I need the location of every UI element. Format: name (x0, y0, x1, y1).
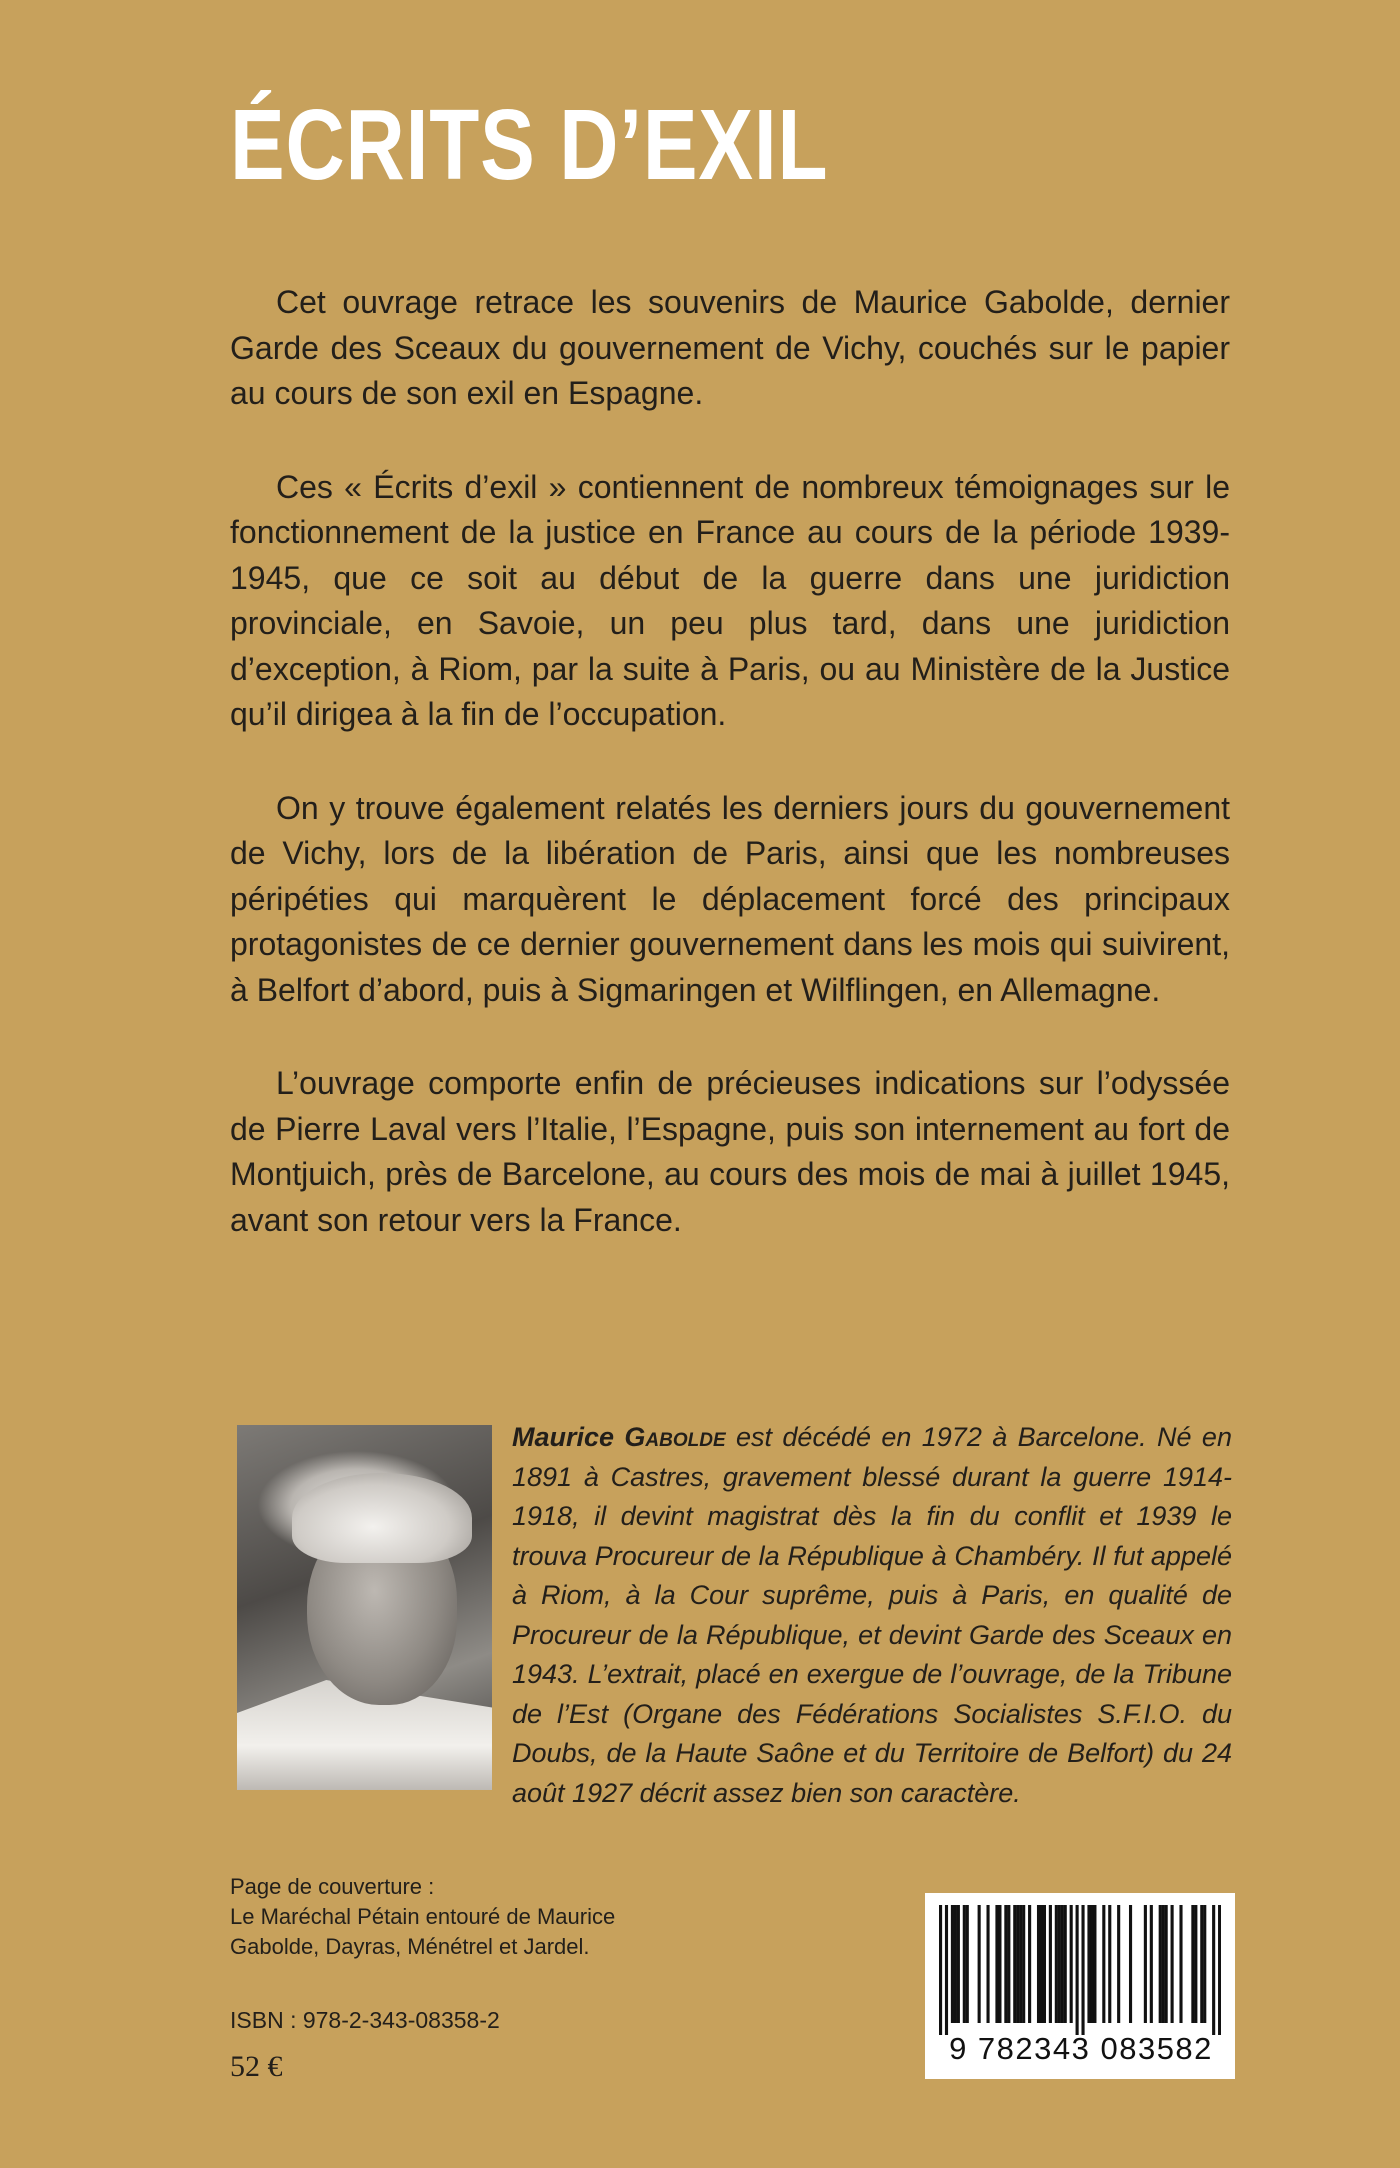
barcode-bar (1058, 1905, 1061, 2023)
barcode-bar (1093, 1905, 1096, 2023)
barcode-bar (1043, 1905, 1046, 2023)
back-cover-summary (230, 280, 1230, 1291)
barcode-bar (963, 1905, 966, 2023)
barcode-bar (1218, 1905, 1221, 2035)
author-bio (512, 1418, 1232, 1813)
author-first-name: Maurice (512, 1422, 615, 1452)
cover-caption (230, 1872, 615, 1962)
author-photo (237, 1425, 492, 1790)
cover-caption-line: Page de couverture : (230, 1874, 435, 1899)
barcode-bar (1040, 1905, 1043, 2023)
summary-paragraph: L’ouvrage comporte enfin de précieuses indications sur l’odyssée de Pierre Laval vers l’Italie, l’Espagne, puis son internement au fort de Montjuich, près de Barcelone, au cours des mois de mai à juillet 1945, avant son retour vers la France. (230, 1065, 1230, 1238)
barcode-bar (1028, 1905, 1031, 2023)
barcode-bar (1004, 1905, 1007, 2023)
barcode-bar (1016, 1905, 1019, 2023)
barcode (925, 1893, 1235, 2079)
barcode-bar (957, 1905, 960, 2023)
cover-caption-line: Gabolde, Dayras, Ménétrel et Jardel. (230, 1934, 590, 1959)
barcode-bars (939, 1905, 1221, 2035)
isbn: ISBN : 978-2-343-08358-2 (230, 2007, 500, 2033)
barcode-bar (1049, 1905, 1052, 2023)
barcode-bar (1013, 1905, 1016, 2023)
barcode-bar (1037, 1905, 1040, 2023)
barcode-bar (1144, 1905, 1147, 2023)
barcode-bar (1212, 1905, 1215, 2035)
barcode-bar (1165, 1905, 1168, 2023)
barcode-bar (1102, 1905, 1105, 2023)
barcode-bar (986, 1905, 989, 2023)
barcode-bar (1159, 1905, 1162, 2023)
summary-paragraph: Cet ouvrage retrace les souvenirs de Maurice Gabolde, dernier Garde des Sceaux du gouvernement de Vichy, couchés sur le papier au cours de son exil en Espagne. (230, 284, 1230, 411)
summary-paragraph: Ces « Écrits d’exil » contiennent de nombreux témoignages sur le fonctionnement de la justice en France au cours de la période 1939-1945, que ce soit au début de la guerre dans une juridiction provinciale, en Savoie, un peu plus tard, dans une juridiction d’exception, à Riom, par la suite à Paris, ou au Ministère de la Justice qu’il dirigea à la fin de l’occupation. (230, 468, 1230, 732)
barcode-bar (1090, 1905, 1093, 2023)
barcode-bar (1070, 1905, 1073, 2023)
book-title: ÉCRITS D’EXIL (230, 89, 829, 201)
barcode-bar (978, 1905, 981, 2023)
barcode-bar (939, 1905, 942, 2035)
barcode-number: 9 782343 083582 (949, 2031, 1213, 2066)
barcode-bar (951, 1905, 954, 2023)
barcode-bar (1019, 1905, 1022, 2023)
barcode-bar (1150, 1905, 1153, 2023)
barcode-bar (1108, 1905, 1111, 2023)
author-bio-text: est décédé en 1972 à Barcelone. Né en 1891 à Castres, gravement blessé durant la guerre 1914-1918, il devint magistrat dès la fin du conflit et 1939 le trouva Procureur de la République à Chambéry. Il fut appelé à Riom, à la Cour suprême, puis à Paris, en qualité de Procureur de la République, et devint Garde des Sceaux en 1943. L’extrait, placé en exergue de l’ouvrage, de la Tribune de l’Est (Organe des Fédérations Socialistes S.F.I.O. du Doubs, de la Haute Saône et du Territoire de Belfort) du 24 août 1927 décrit assez bien son caractère. (512, 1422, 1232, 1808)
barcode-bar (1129, 1905, 1132, 2023)
summary-paragraph: On y trouve également relatés les derniers jours du gouvernement de Vichy, lors de la libération de Paris, ainsi que les nombreuses péripéties qui marquèrent le déplacement forcé des principaux protagonistes de ce dernier gouvernement dans les mois qui suivirent, à Belfort d’abord, puis à Sigmaringen et Wilflingen, en Allemagne. (230, 789, 1230, 1008)
barcode-bar (998, 1905, 1001, 2023)
barcode-bar (1194, 1905, 1197, 2023)
price: 52 € (230, 2050, 283, 2083)
barcode-bar (1064, 1905, 1067, 2023)
barcode-bar (1162, 1905, 1165, 2023)
barcode-bar (1076, 1905, 1079, 2035)
barcode-bar (1171, 1905, 1174, 2023)
barcode-bar (1087, 1905, 1090, 2023)
barcode-bar (1022, 1905, 1025, 2023)
barcode-bar (1081, 1905, 1084, 2035)
barcode-bar (966, 1905, 969, 2023)
barcode-bar (1191, 1905, 1194, 2023)
barcode-bar (1061, 1905, 1064, 2023)
barcode-bar (1200, 1905, 1203, 2023)
barcode-bar (945, 1905, 948, 2035)
barcode-bar (1007, 1905, 1010, 2023)
barcode-bar (1179, 1905, 1182, 2023)
barcode-bar (995, 1905, 998, 2023)
author-last-name: Gabolde (624, 1422, 726, 1452)
cover-caption-line: Le Maréchal Pétain entouré de Maurice (230, 1904, 616, 1929)
barcode-bar (1055, 1905, 1058, 2023)
barcode-bar (1203, 1905, 1206, 2023)
barcode-bar (1117, 1905, 1120, 2023)
barcode-bar (954, 1905, 957, 2023)
